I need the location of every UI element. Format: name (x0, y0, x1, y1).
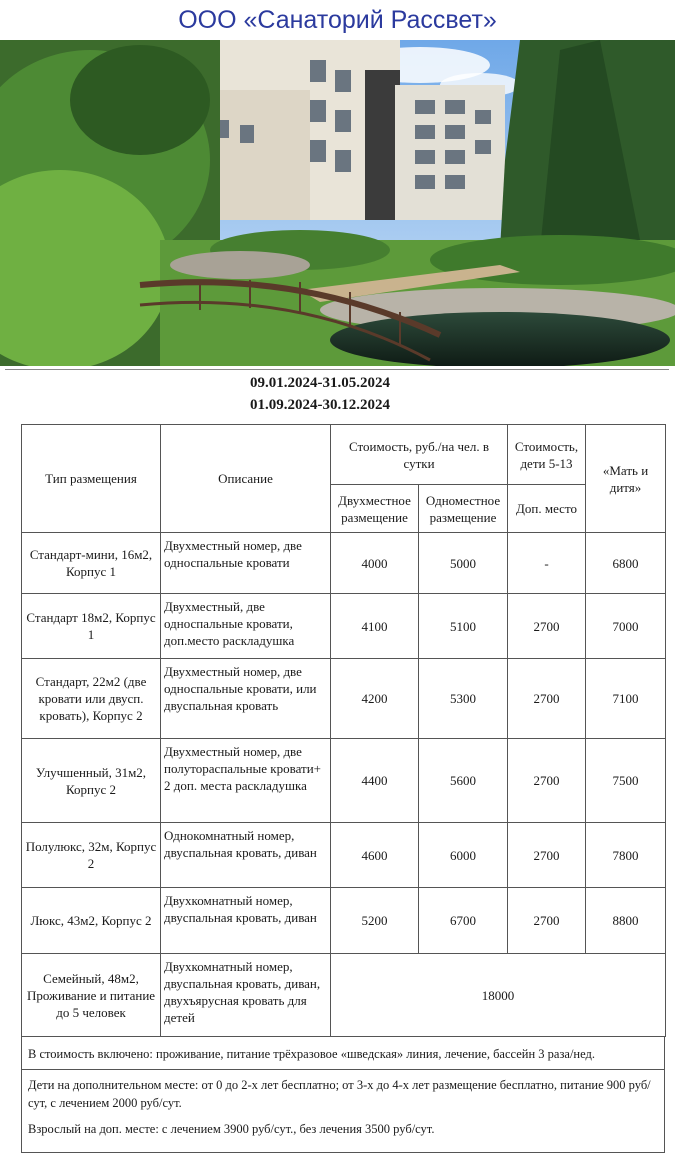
header-single: Одноместное размещение (419, 485, 508, 533)
page-title: ООО «Санаторий Рассвет» (178, 6, 497, 34)
date-range-2: 01.09.2024-30.12.2024 (250, 397, 390, 413)
room-description: Двухместный номер, две односпальные кровати, или двуспальная кровать (161, 659, 331, 739)
price-single: 6700 (419, 888, 508, 954)
table-row (22, 533, 666, 594)
header-mother-child: «Мать и дитя» (586, 425, 666, 533)
price-mother: 7500 (586, 739, 666, 823)
price-mother: 7000 (586, 594, 666, 659)
room-description: Однокомнатный номер, двуспальная кровать, диван (161, 823, 331, 888)
price-double: 4400 (331, 739, 419, 823)
table-row (22, 888, 666, 954)
room-type: Стандарт, 22м2 (две кровати или двусп. кровать), Корпус 2 (22, 659, 161, 739)
room-type: Стандарт-мини, 16м2, Корпус 1 (22, 533, 161, 594)
price-extra: 2700 (508, 888, 586, 954)
price-double: 4200 (331, 659, 419, 739)
price-single: 5600 (419, 739, 508, 823)
price-single: 5000 (419, 533, 508, 594)
header-double: Двухместное размещение (331, 485, 419, 533)
table-row (22, 594, 666, 659)
header-extra-bed: Доп. место (508, 485, 586, 533)
room-description: Двухкомнатный номер, двуспальная кровать, диван, двухъярусная кровать для детей (161, 954, 331, 1037)
room-description: Двухместный, две односпальные кровати, доп.место раскладушка (161, 594, 331, 659)
price-family: 18000 (331, 954, 666, 1037)
price-double: 4100 (331, 594, 419, 659)
price-double: 4000 (331, 533, 419, 594)
price-mother: 7800 (586, 823, 666, 888)
price-extra: 2700 (508, 823, 586, 888)
divider (5, 369, 669, 370)
room-type: Семейный, 48м2, Проживание и питание до 5 человек (22, 954, 161, 1037)
table-row-family (22, 954, 666, 1037)
header-type: Тип размещения (22, 425, 161, 533)
price-extra: 2700 (508, 659, 586, 739)
room-type: Люкс, 43м2, Корпус 2 (22, 888, 161, 954)
price-double: 4600 (331, 823, 419, 888)
room-description: Двухместный номер, две полуторaспальные кровати+ 2 доп. места раскладушка (161, 739, 331, 823)
price-single: 5100 (419, 594, 508, 659)
table-row (22, 823, 666, 888)
note-adult: Взрослый на доп. месте: с лечением 3900 руб/сут., без лечения 3500 руб/сут. (28, 1122, 435, 1136)
table-row (22, 739, 666, 823)
price-double: 5200 (331, 888, 419, 954)
note-included: В стоимость включено: проживание, питание трёхразовое «шведская» линия, лечение, бассейн 3 раза/нед. (21, 1036, 665, 1070)
price-mother: 6800 (586, 533, 666, 594)
price-extra: - (508, 533, 586, 594)
price-single: 6000 (419, 823, 508, 888)
sanatorium-building-photo (0, 40, 675, 366)
room-description: Двухместный номер, две односпальные кровати (161, 533, 331, 594)
room-type: Полулюкс, 32м, Корпус 2 (22, 823, 161, 888)
price-single: 5300 (419, 659, 508, 739)
price-table (21, 424, 666, 1037)
header-kids: Стоимость, дети 5-13 (508, 425, 586, 485)
header-description: Описание (161, 425, 331, 533)
note-children: Дети на дополнительном месте: от 0 до 2-х лет бесплатно; от 3-х до 4-х лет размещение бесплатно, питание 900 руб/сут, с лечением 2000 руб/сут. (28, 1078, 651, 1110)
price-mother: 7100 (586, 659, 666, 739)
table-row (22, 659, 666, 739)
price-extra: 2700 (508, 594, 586, 659)
room-description: Двухкомнатный номер, двуспальная кровать, диван (161, 888, 331, 954)
price-extra: 2700 (508, 739, 586, 823)
room-type: Стандарт 18м2, Корпус 1 (22, 594, 161, 659)
date-range-1: 09.01.2024-31.05.2024 (250, 375, 390, 391)
price-mother: 8800 (586, 888, 666, 954)
notes-extra-bed (21, 1069, 665, 1153)
header-cost: Стоимость, руб./на чел. в сутки (331, 425, 508, 485)
room-type: Улучшенный, 31м2, Корпус 2 (22, 739, 161, 823)
